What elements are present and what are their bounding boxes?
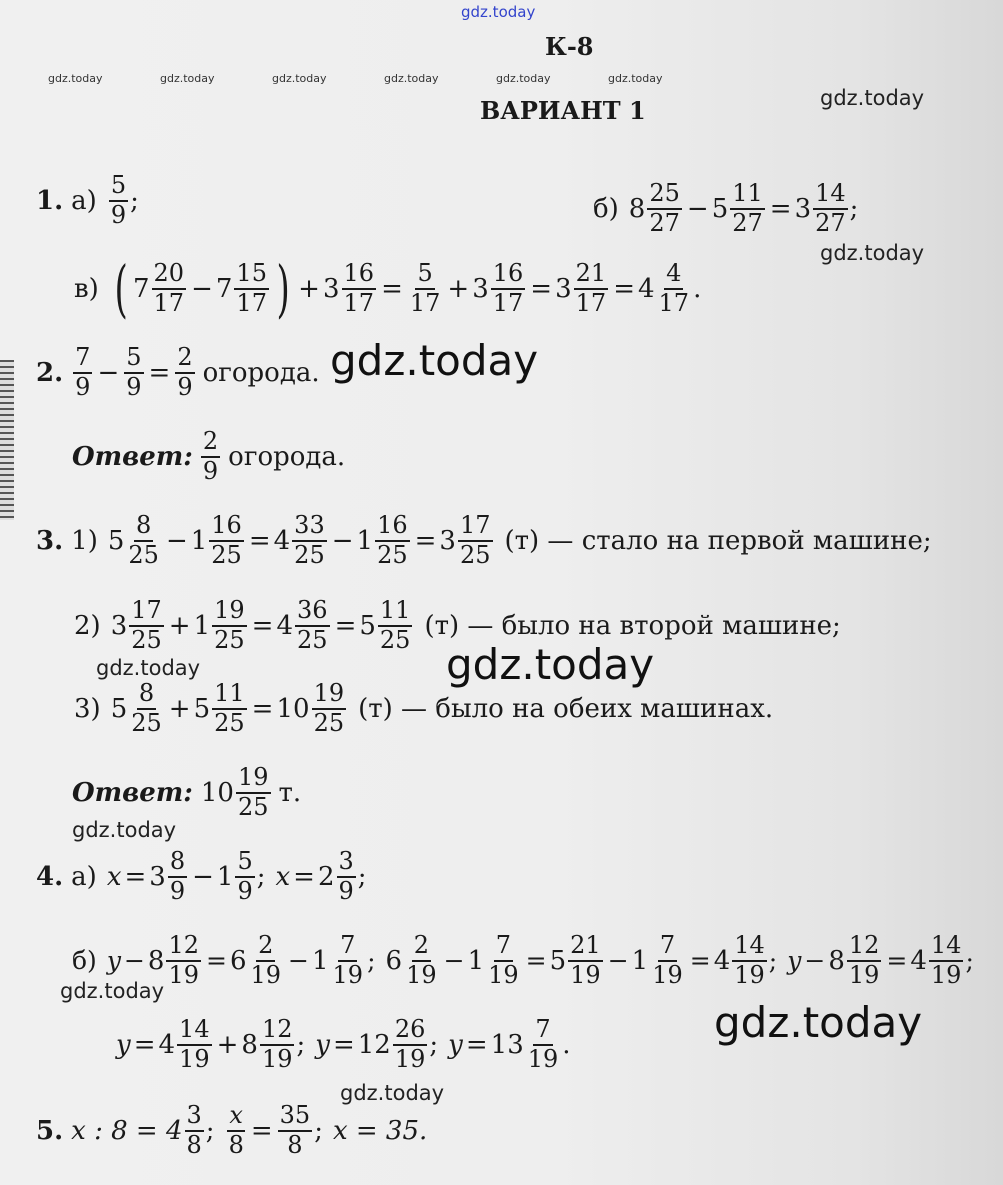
problem-4-b-line-2: y = 4 $\frac{14}{19}$ + 8 $\frac{12}{19}$ ; y = 12 $\frac{26}{19}$ ; y = 13 $\frac{7}{19}$ . (116, 1015, 571, 1073)
watermark-row-1: gdz.today (48, 72, 103, 85)
binding-edge (0, 360, 14, 520)
whole: 13 (490, 1029, 524, 1060)
fraction: $\frac{19}{25}$ (313, 679, 345, 737)
whole: 1 (190, 525, 208, 556)
problem-1-v (74, 252, 702, 325)
fraction: $\frac{25}{27}$ (649, 179, 680, 237)
fraction: $\frac{33}{25}$ (294, 511, 325, 569)
whole: 7 (215, 274, 233, 304)
problem-number: 2. (36, 357, 64, 388)
problem-4-a: 4. а) x = 3 $\frac{8}{9}$ − 1 $\frac{5}{9}$ ; x = 2 $\frac{3}{9}$ ; (36, 847, 367, 905)
fraction: $\frac{20}{17}$ (153, 259, 185, 317)
subitem-label: а) (71, 185, 97, 216)
problem-3-step-2 (74, 597, 841, 654)
whole: 3 (149, 861, 166, 892)
fraction: $\frac{2}{19}$ (406, 931, 437, 989)
whole: 6 (385, 945, 403, 976)
step-text: (т) — было на второй машине; (424, 610, 841, 641)
problem-4-b-line-1: б) y − 8 $\frac{12}{19}$ = 6 $\frac{2}{19}$ − 1 $\frac{7}{19}$ ; 6 $\frac{2}{19}$ − 1 $\frac{7}{19}$ = 5 $\frac{21}{19}$ − 1 $\frac{7}{19}$ = 4 $\frac{14}{19}$ ; y − 8 $\frac{12}{19}$ = 4 $\frac{14}{19}$ ; (72, 931, 974, 989)
fraction: $\frac{19}{25}$ (214, 596, 245, 654)
whole: 1 (193, 610, 211, 641)
fraction: $\frac{14}{27}$ (815, 179, 846, 237)
fraction: $\frac{12}{19}$ (168, 931, 199, 989)
test-code: К-8 (545, 32, 594, 61)
variable: x (106, 861, 122, 892)
operator: + (168, 610, 191, 641)
whole: 3 (555, 274, 572, 304)
watermark-small-left-1: gdz.today (96, 656, 201, 680)
fraction: $\frac{14}{19}$ (179, 1015, 210, 1073)
whole: 4 (637, 274, 655, 304)
punct: ; (849, 193, 859, 224)
watermark-right-1: gdz.today (820, 86, 925, 110)
fraction: $\frac{16}{25}$ (211, 511, 242, 569)
operator: − (686, 193, 709, 224)
step-text: (т) — стало на первой машине; (504, 525, 932, 556)
problem-5: 5. x : 8 = 4 $\frac{3}{8}$ ; $\frac{x}{8}$ = $\frac{35}{8}$ ; x = 35. (36, 1101, 428, 1159)
fraction: $\frac{21}{19}$ (570, 931, 601, 989)
problem-text: огорода. (202, 357, 320, 388)
operator: − (165, 525, 188, 556)
whole: 2 (317, 861, 335, 892)
whole: 3 (794, 193, 812, 224)
watermark-row-3: gdz.today (272, 72, 327, 85)
problem-number: 1. (36, 185, 64, 216)
problem-2-answer (72, 428, 345, 485)
operator: = (613, 274, 635, 304)
fraction: $\frac{8}{9}$ (169, 847, 186, 905)
fraction: $\frac{16}{25}$ (377, 511, 408, 569)
whole: 5 (193, 693, 211, 724)
fraction: $\frac{7}{9}$ (75, 343, 91, 401)
variable: x (275, 861, 291, 892)
whole: 10 (200, 777, 234, 808)
fraction: $\frac{5}{9}$ (237, 847, 253, 905)
whole: 6 (229, 945, 247, 976)
problem-number: 3. (36, 525, 64, 556)
fraction: $\frac{26}{19}$ (394, 1015, 426, 1073)
operator: − (331, 525, 354, 556)
whole: 3 (110, 610, 128, 641)
whole: 5 (110, 693, 128, 724)
fraction: $\frac{12}{19}$ (848, 931, 880, 989)
operator: = (530, 274, 553, 304)
operator: + (447, 274, 470, 304)
equation-part: x : 8 = 4 (71, 1115, 183, 1146)
watermark-small-left-2: gdz.today (72, 818, 177, 842)
fraction: $\frac{7}{19}$ (527, 1015, 559, 1073)
fraction: $\frac{19}{25}$ (237, 763, 269, 821)
fraction: $\frac{17}{25}$ (459, 511, 491, 569)
problem-2 (36, 344, 320, 401)
operator: + (168, 693, 191, 724)
paren-open: ( (114, 252, 128, 325)
answer-label: Ответ: (72, 777, 193, 808)
variant-title: ВАРИАНТ 1 (480, 96, 646, 125)
fraction: $\frac{11}{25}$ (379, 596, 411, 654)
step-label: 1) (71, 525, 98, 556)
whole: 7 (132, 274, 150, 304)
whole: 1 (311, 945, 329, 976)
operator: = (381, 274, 403, 304)
punct: ; (130, 185, 139, 216)
whole: 8 (628, 193, 646, 224)
paren-close: ) (276, 252, 290, 325)
fraction: $\frac{2}{9}$ (202, 427, 219, 485)
operator: = (248, 525, 271, 556)
problem-3-step-1 (36, 512, 932, 569)
watermark-big-1: gdz.today (330, 336, 539, 385)
watermark-top: gdz.today (461, 3, 536, 21)
whole: 1 (356, 525, 374, 556)
watermark-small-bottom: gdz.today (340, 1081, 445, 1105)
whole: 3 (322, 274, 340, 304)
whole: 4 (713, 945, 731, 976)
watermark-small-left-3: gdz.today (60, 979, 165, 1003)
subitem-label: а) (71, 861, 97, 892)
subitem-label: б) (72, 946, 97, 976)
watermark-right-2: gdz.today (820, 241, 925, 265)
problem-number: 5. (36, 1115, 64, 1146)
fraction: $\frac{7}{19}$ (652, 931, 683, 989)
fraction: $\frac{5}{9}$ (126, 343, 142, 401)
whole: 12 (357, 1029, 391, 1060)
fraction: $\frac{14}{19}$ (734, 931, 765, 989)
whole: 5 (359, 610, 376, 641)
subitem-label: в) (74, 274, 99, 304)
fraction: $\frac{16}{17}$ (492, 259, 524, 317)
watermark-row-5: gdz.today (496, 72, 551, 85)
variable: y (106, 946, 121, 976)
whole: 8 (828, 945, 845, 976)
operator: − (97, 357, 120, 388)
fraction: $\frac{36}{25}$ (297, 596, 328, 654)
fraction: $\frac{7}{19}$ (332, 931, 364, 989)
watermark-row-4: gdz.today (384, 72, 439, 85)
fraction: $\frac{5}{17}$ (409, 259, 441, 317)
fraction: $\frac{8}{25}$ (128, 511, 159, 569)
whole: 10 (276, 693, 310, 724)
fraction: $\frac{4}{17}$ (658, 259, 690, 317)
problem-3-answer (72, 764, 301, 821)
fraction: $\frac{15}{17}$ (236, 259, 267, 317)
step-label: 3) (74, 693, 101, 724)
whole: 4 (158, 1029, 176, 1060)
problem-1-b (593, 180, 858, 237)
step-label: 2) (74, 610, 101, 641)
fraction: $\frac{17}{25}$ (131, 596, 162, 654)
fraction: $\frac{3}{9}$ (338, 847, 354, 905)
operator: = (414, 525, 437, 556)
fraction: $\frac{8}{25}$ (131, 679, 162, 737)
watermark-row-2: gdz.today (160, 72, 215, 85)
fraction: $\frac{2}{19}$ (250, 931, 282, 989)
fraction: $\frac{14}{19}$ (930, 931, 962, 989)
watermark-row-6: gdz.today (608, 72, 663, 85)
fraction: $\frac{21}{17}$ (575, 259, 607, 317)
whole: 5 (549, 945, 567, 976)
watermark-big-3: gdz.today (714, 998, 923, 1047)
problem-1-a (36, 172, 139, 229)
whole: 5 (711, 193, 729, 224)
fraction: $\frac{5}{9}$ (110, 171, 127, 229)
watermark-big-2: gdz.today (446, 640, 655, 689)
fraction: $\frac{2}{9}$ (177, 343, 193, 401)
operator: = (251, 693, 274, 724)
whole: 3 (439, 525, 456, 556)
whole: 1 (467, 945, 485, 976)
answer-text: огорода. (228, 441, 346, 472)
whole: 4 (910, 945, 927, 976)
fraction: $\frac{3}{8}$ (186, 1101, 202, 1159)
fraction: $\frac{11}{27}$ (732, 179, 763, 237)
operator: + (298, 274, 320, 304)
whole: 1 (216, 861, 234, 892)
operator: − (191, 274, 213, 304)
whole: 3 (472, 274, 489, 304)
operator: = (148, 357, 171, 388)
punct: . (693, 274, 702, 304)
answer-label: Ответ: (72, 441, 193, 472)
problem-3-step-3 (74, 680, 773, 737)
fraction: $\frac{11}{25}$ (214, 679, 245, 737)
subitem-label: б) (593, 193, 619, 224)
whole: 4 (276, 610, 294, 641)
fraction: $\frac{12}{19}$ (261, 1015, 293, 1073)
fraction: $\frac{x}{8}$ (228, 1101, 244, 1159)
fraction: $\frac{7}{19}$ (488, 931, 519, 989)
operator: = (251, 610, 274, 641)
equation-result: x = 35. (332, 1115, 428, 1146)
whole: 1 (631, 945, 649, 976)
operator: = (769, 193, 792, 224)
whole: 5 (107, 525, 125, 556)
whole: 4 (273, 525, 291, 556)
answer-text: т. (278, 777, 302, 808)
fraction: $\frac{35}{8}$ (279, 1101, 311, 1159)
whole: 8 (147, 945, 165, 976)
step-text: (т) — было на обеих машинах. (358, 693, 774, 724)
fraction: $\frac{16}{17}$ (343, 259, 375, 317)
operator: = (334, 610, 357, 641)
problem-number: 4. (36, 861, 64, 892)
whole: 8 (241, 1029, 258, 1060)
